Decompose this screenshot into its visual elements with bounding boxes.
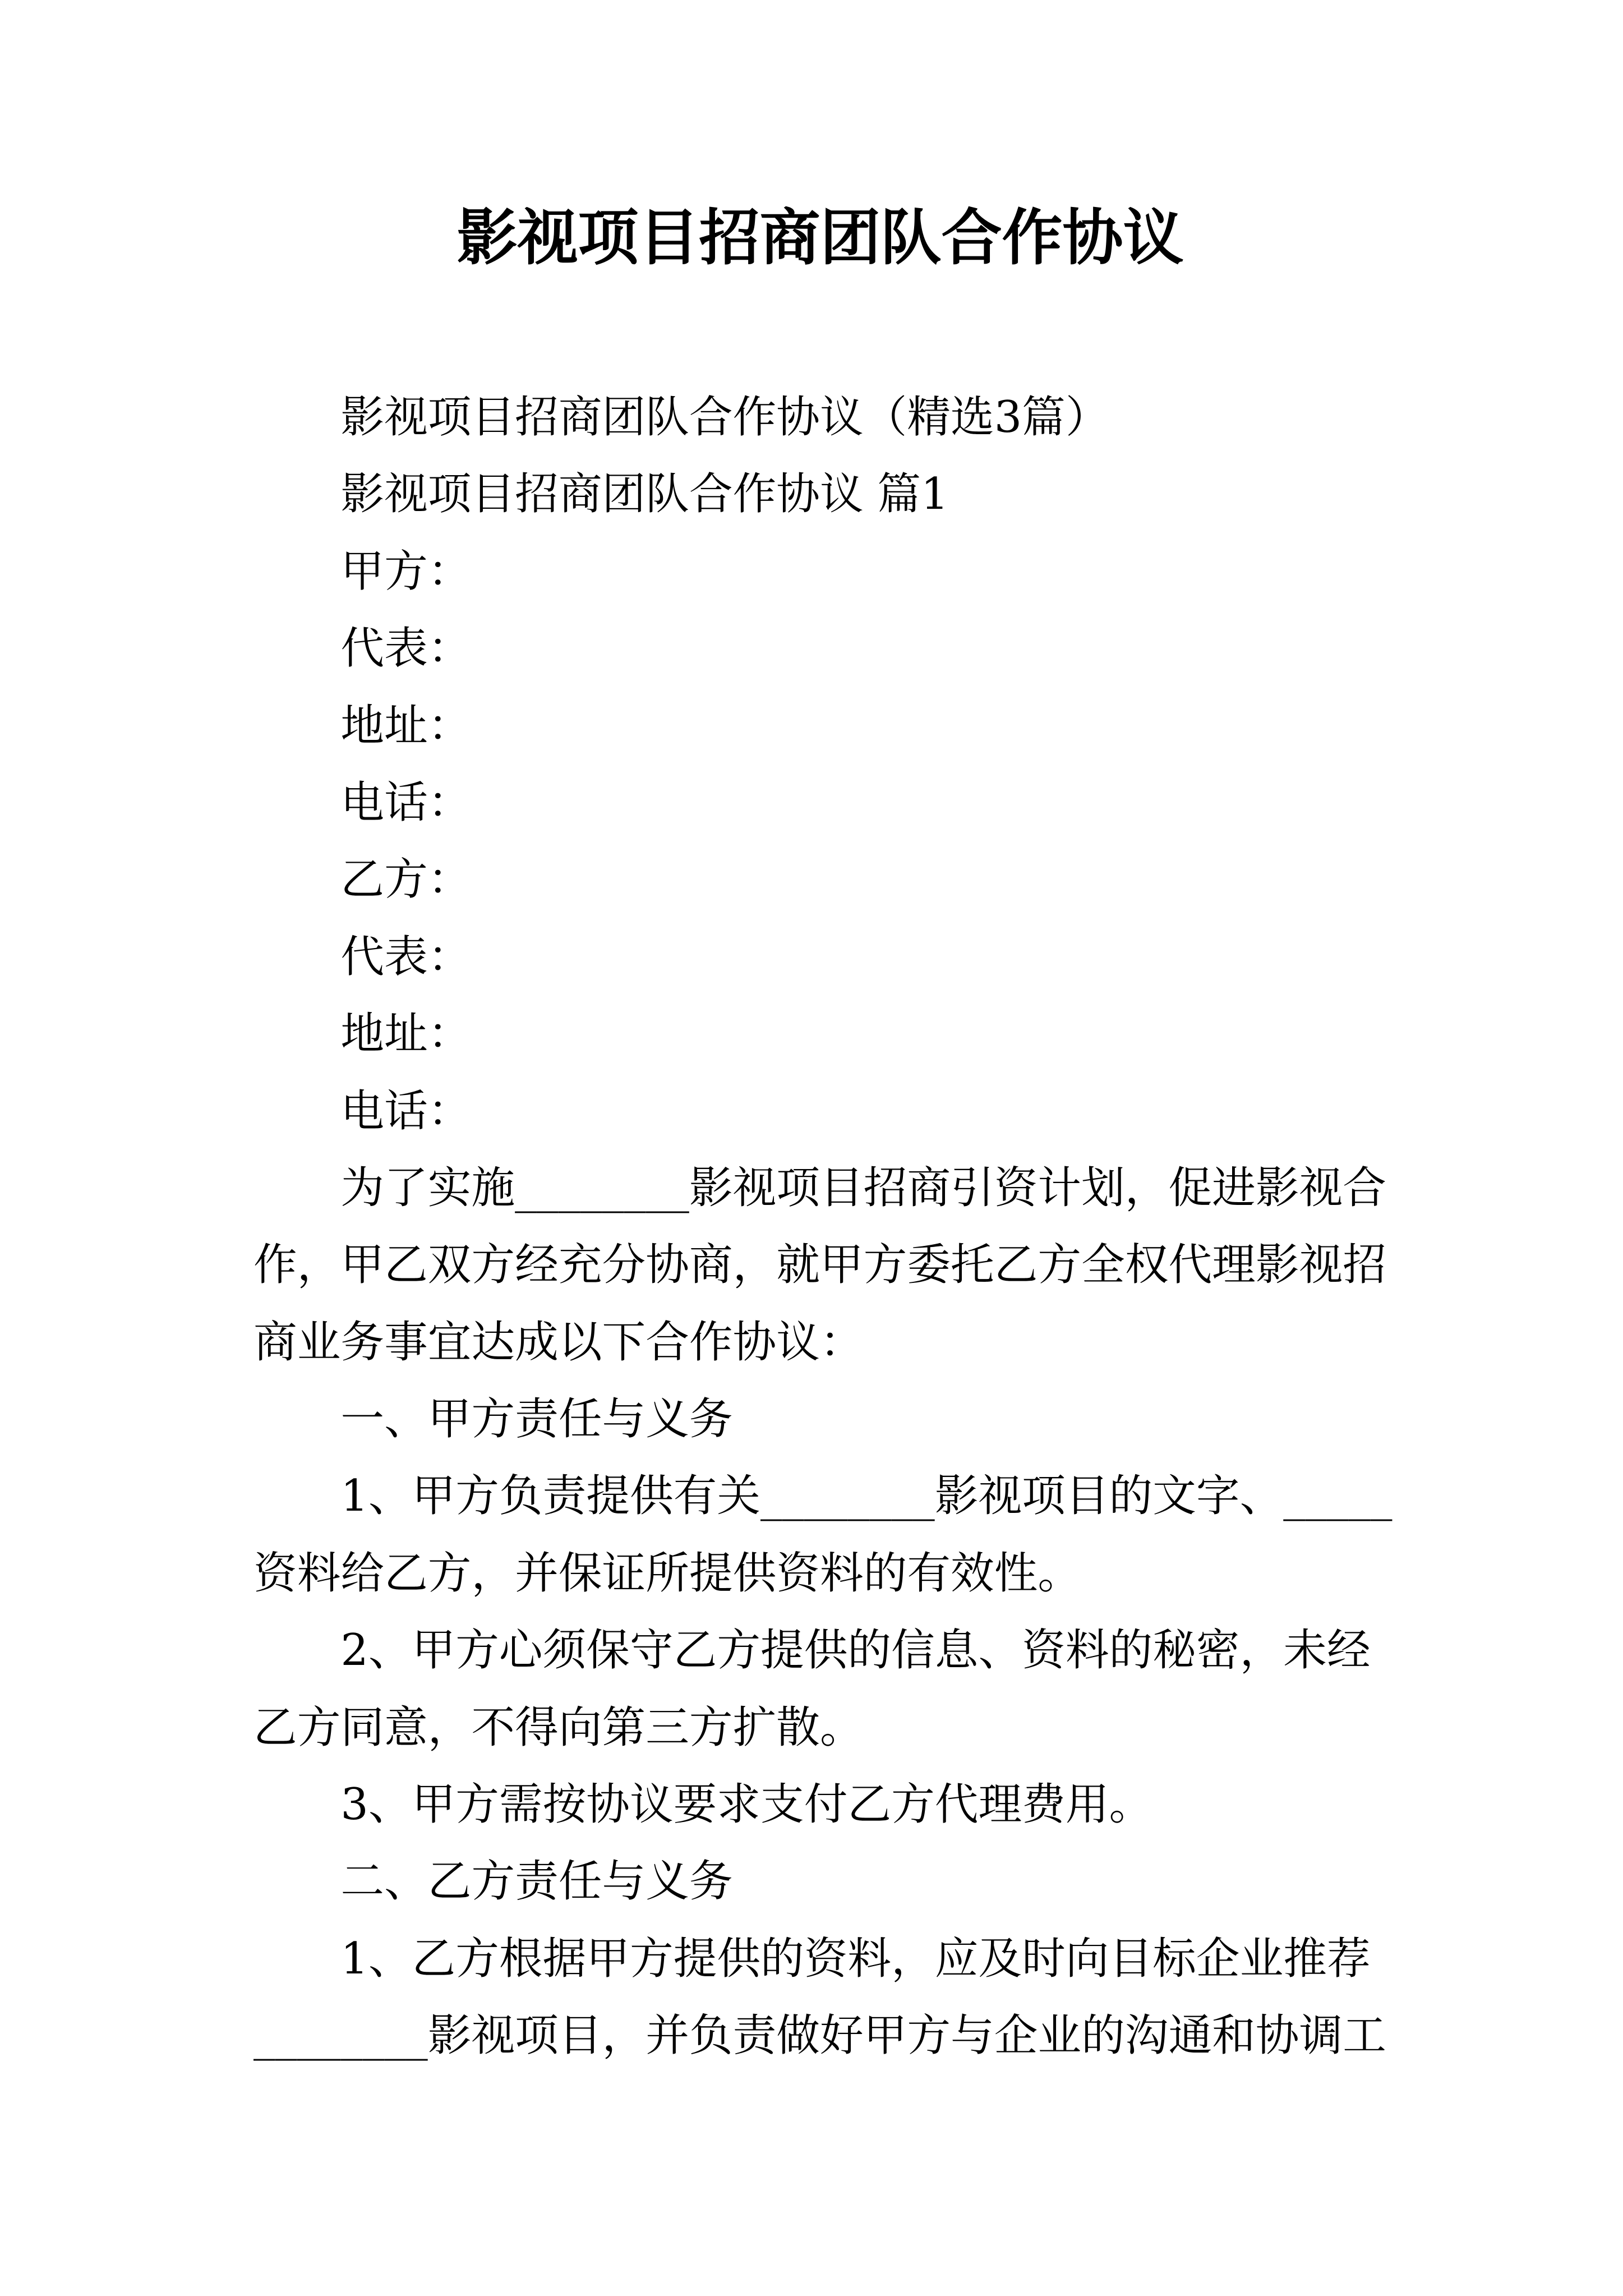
party-a-representative-field — [253, 610, 1387, 687]
section-2-heading — [253, 1843, 1387, 1920]
section-1-heading — [253, 1381, 1387, 1458]
text-line: 乙方同意，不得向第三方扩散。 — [253, 1702, 864, 1753]
section-heading-text: 一、甲方责任与义务 — [340, 1394, 733, 1445]
party-b-address-field — [253, 996, 1387, 1073]
text-line: 商业务事宜达成以下合作协议： — [253, 1317, 864, 1368]
article-heading — [253, 456, 1387, 533]
text-line: 资料给乙方，并保证所提供资料的有效性。 — [253, 1548, 1082, 1599]
section-1-clause-3 — [253, 1766, 1387, 1843]
party-a-address-label: 地址： — [340, 700, 472, 751]
party-b-representative-label: 代表： — [340, 931, 472, 982]
party-b-field — [253, 841, 1387, 918]
text-line: 作，甲乙双方经充分协商，就甲方委托乙方全权代理影视招 — [253, 1240, 1386, 1291]
document-body — [253, 379, 1393, 2075]
collection-heading — [253, 379, 1387, 456]
party-b-phone-label: 电话： — [340, 1085, 472, 1137]
text-line: 为了实施________影视项目招商引资计划，促进影视合 — [340, 1162, 1386, 1213]
section-1-clause-2 — [253, 1612, 1387, 1766]
section-2-clause-1 — [253, 1921, 1387, 2075]
party-b-label: 乙方： — [340, 854, 472, 905]
section-1-clause-1 — [253, 1458, 1393, 1612]
collection-heading-text: 影视项目招商团队合作协议（精选3篇） — [340, 392, 1109, 443]
party-a-representative-label: 代表： — [340, 623, 472, 674]
text-line: 3、甲方需按协议要求支付乙方代理费用。 — [340, 1779, 1153, 1830]
text-line: 1、甲方负责提供有关________影视项目的文字、_____ — [340, 1471, 1393, 1522]
party-a-address-field — [253, 688, 1387, 765]
section-heading-text: 二、乙方责任与义务 — [340, 1856, 733, 1907]
party-a-field — [253, 533, 1387, 610]
party-b-representative-field — [253, 919, 1387, 996]
text-line: 1、乙方根据甲方提供的资料，应及时向目标企业推荐 — [340, 1933, 1371, 1984]
party-b-phone-field — [253, 1073, 1387, 1150]
article-heading-text: 影视项目招商团队合作协议 篇1 — [340, 469, 949, 520]
document-title: 影视项目招商团队合作协议 — [457, 203, 1184, 273]
preamble-paragraph — [253, 1150, 1387, 1381]
party-a-phone-label: 电话： — [340, 777, 472, 828]
party-b-address-label: 地址： — [340, 1009, 472, 1060]
text-line: ________影视项目，并负责做好甲方与企业的沟通和协调工 — [253, 2010, 1386, 2062]
party-a-phone-field — [253, 765, 1387, 841]
party-a-label: 甲方： — [340, 546, 472, 597]
text-line: 2、甲方心须保守乙方提供的信息、资料的秘密，未经 — [340, 1625, 1371, 1676]
